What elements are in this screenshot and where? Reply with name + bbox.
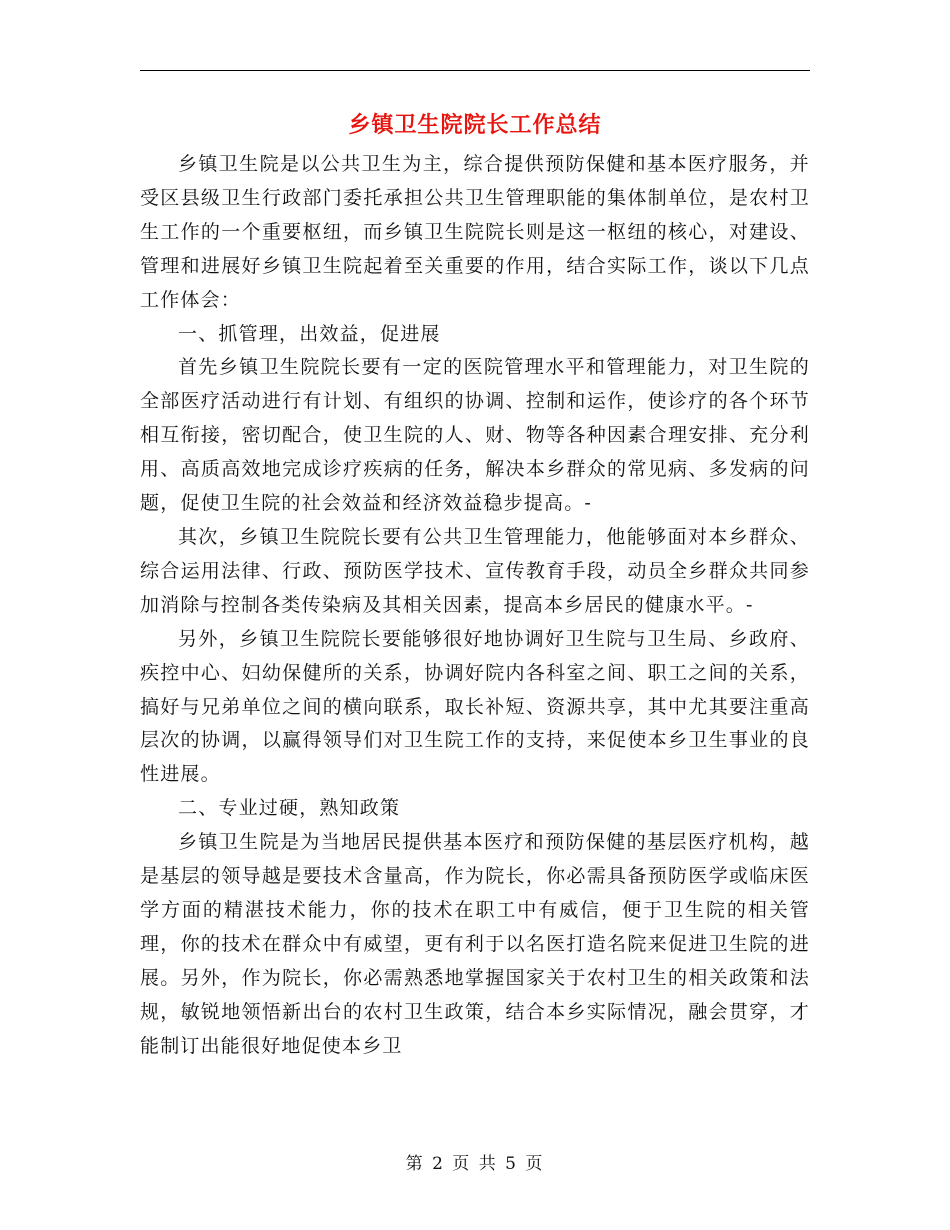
page-footer: 第 2 页 共 5 页	[405, 1154, 545, 1174]
section-heading-1: 一、抓管理，出效益，促进展	[178, 322, 441, 345]
document-body	[140, 148, 810, 1063]
paragraph-management-third: 另外，乡镇卫生院院长要能够很好地协调好卫生院与卫生局、乡政府、疾控中心、妇幼保健所的关系，协调好院内各科室之间、职工之间的关系，搞好与兄弟单位之间的横向联系，取长补短、资源共享，其中尤其要注重高层次的协调，以赢得领导们对卫生院工作的支持，来促使本乡卫生事业的良性进展。	[140, 627, 810, 786]
header-rule	[140, 70, 810, 71]
paragraph-expertise: 乡镇卫生院是为当地居民提供基本医疗和预防保健的基层医疗机构，越是基层的领导越是要技术含量高，作为院长，你必需具备预防医学或临床医学方面的精湛技术能力，你的技术在职工中有威信，便于卫生院的相关管理，你的技术在群众中有威望，更有利于以名医打造名院来促进卫生院的进展。另外，作为院长，你必需熟悉地掌握国家关于农村卫生的相关政策和法规，敏锐地领悟新出台的农村卫生政策，结合本乡实际情况，融会贯穿，才能制订出能很好地促使本乡卫	[140, 831, 810, 1057]
section-heading-2: 二、专业过硬，熟知政策	[178, 797, 401, 820]
paragraph-management-second: 其次，乡镇卫生院院长要有公共卫生管理能力，他能够面对本乡群众、综合运用法律、行政、预防医学技术、宣传教育手段，动员全乡群众共同参加消除与控制各类传染病及其相关因素，提高本乡居民的健康水平。-	[140, 525, 810, 616]
paragraph-intro: 乡镇卫生院是以公共卫生为主，综合提供预防保健和基本医疗服务，并受区县级卫生行政部门委托承担公共卫生管理职能的集体制单位，是农村卫生工作的一个重要枢纽，而乡镇卫生院院长则是这一枢纽的核心，对建设、管理和进展好乡镇卫生院起着至关重要的作用，结合实际工作，谈以下几点工作体会：	[140, 153, 810, 311]
document-title: 乡镇卫生院院长工作总结	[348, 112, 602, 138]
paragraph-management-first: 首先乡镇卫生院院长要有一定的医院管理水平和管理能力，对卫生院的全部医疗活动进行有计划、有组织的协调、控制和运作，使诊疗的各个环节相互衔接，密切配合，使卫生院的人、财、物等各种因素合理安排、充分利用、高质高效地完成诊疗疾病的任务，解决本乡群众的常见病、多发病的问题，促使卫生院的社会效益和经济效益稳步提高。-	[140, 356, 810, 515]
